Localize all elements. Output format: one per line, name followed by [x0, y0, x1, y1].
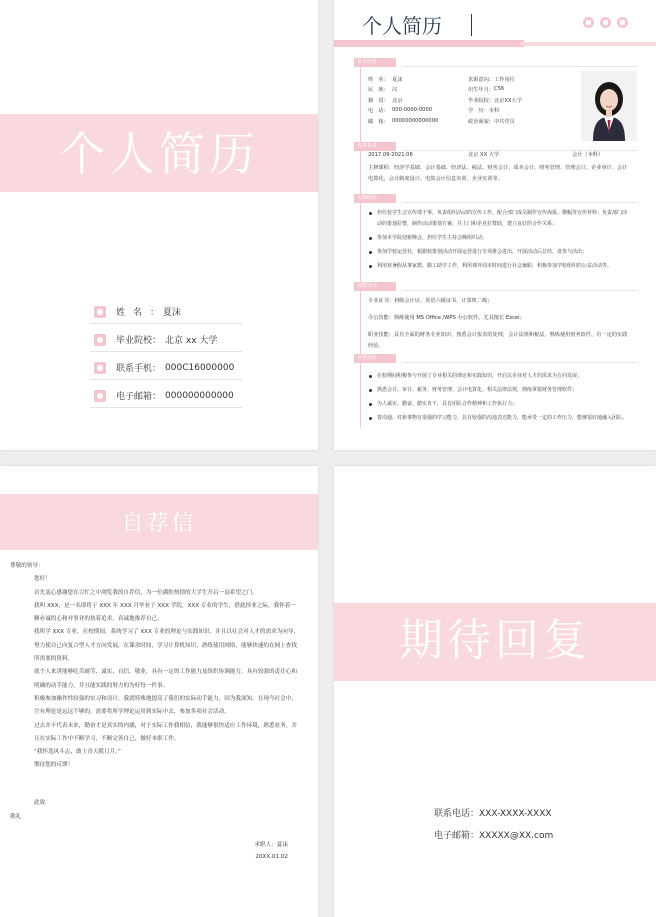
edu-period: 2017.09-2021.06 [368, 152, 413, 158]
school-icon [94, 334, 106, 346]
letter-quote: “我怀选风斗志，敢上青天揽日月。” [34, 749, 121, 756]
contact-email [434, 828, 553, 841]
section-tag: 技能证书 [354, 282, 396, 291]
cover-field-phone: 联系手机 ： 000C16000000 [90, 356, 242, 380]
letter-hello: 您好！ [34, 576, 51, 583]
edu-school: 北京 XX 大学 [468, 152, 500, 158]
cover-field-value: 北京 xx 大学 [165, 336, 218, 346]
objective-value: 工作岗位 [493, 76, 515, 83]
section-header-experience [354, 194, 638, 204]
letter-paragraph: 过去并不代表未来，勤奋才是真实的内涵，对于实际工作我相信，我能够很快适应工作环境，熟悉业务，并且在实际工作中不断学习，不断完善自己，做好本职工作。 [34, 722, 297, 742]
letter-signer: 求职人：夏沫 [254, 842, 288, 848]
cover-field-label: 姓名 [116, 308, 151, 318]
education-row [368, 150, 638, 161]
cover-page [0, 0, 318, 450]
letter-body [10, 560, 300, 773]
letter-paragraph: 就个人来讲能够吃苦耐劳、诚实、自信、敬业，具有一定的工作能力及组织协调能力，具有较强的责任心和明确的动手能力，并且能实践的努力的为好每一件事。 [34, 669, 297, 689]
list-item: 利用寒暑假从事家教、勤工助学工作，利用课外周末时间进行社会兼职，积极参加学校组织的公益活动等。 [368, 261, 630, 272]
phone-value: 000-0000-0000 [392, 107, 433, 114]
skills-block [368, 296, 632, 352]
cover-field-value: 000C16000000 [165, 362, 235, 373]
profile-photo [581, 71, 637, 141]
email-value: 00000000000000 [392, 117, 439, 124]
courses-text: 主修课程：经济学基础、会计基础、经济法、税法、财务会计、成本会计、财务管理、管理会计、企业审计、会计电算化、会计制度设计、电算会计信息实训、企业实训等。 [368, 165, 628, 182]
school-value: 北京XX大学 [493, 97, 522, 104]
list-item: 在校期间积极参与开展了专业相关的理论和实践知识，开启以企业对人才的需求为方向发展； [368, 371, 630, 382]
cover-field-email: 电子邮箱 ： 000000000000 [90, 384, 242, 408]
letter-title: 自荐信 [121, 511, 197, 536]
resume-title: 个人简历 [362, 14, 442, 38]
section-tag: 教育背景 [354, 142, 396, 151]
section-tag: 基本信息 [354, 58, 396, 67]
name-value: 夏沫 [392, 76, 403, 83]
ethnicity-value: 汉 [392, 87, 398, 94]
contact-phone-label: 联系电话： [434, 809, 480, 819]
section-header-evaluation [354, 354, 638, 364]
letter-paragraph: 我所学 XXX 专业，在校期间，系统学习了 XXX 专业的理论与实践知识，并且以社会对人才的需求为向导，努力使自己向复合型人才方向发展，在课余时间，学习计算机知识，熟练使用网络，能够快速的在网上查找所需要的资料。 [34, 629, 300, 663]
list-item: 参加本学院迎新晚会，担任学生主持会晚组织动； [368, 233, 630, 244]
cover-field-name: 姓名 ： 夏沫 [90, 300, 242, 324]
edu-major: 会计（本科） [572, 152, 604, 158]
cover-field-label: 电子邮箱 [116, 392, 153, 402]
evaluation-list [368, 371, 630, 427]
person-icon [94, 306, 106, 318]
contact-email-value: XXXXX@XX.com [479, 831, 554, 841]
letter-paragraph: 期待您的反馈！ [34, 762, 74, 769]
degree-value: 本科 [488, 108, 500, 115]
cover-field-label: 联系手机 [116, 364, 153, 374]
basic-info: 姓 名： 夏沫 求职意向： 工作岗位 民 族： 汉 出生年月： C56 籍 贯： 北京 毕业院校： 北京XX大学 电 话： 000-0000-0000 学 历： 本科 邮 箱： 00000000000000 政治面貌： 中共党员 [368, 76, 522, 125]
section-header-basic [354, 58, 638, 68]
closing-page [334, 466, 656, 917]
cover-field-label: 毕业院校 [116, 336, 153, 346]
resume-page [334, 0, 656, 450]
contact-phone-value: XXX-XXXX-XXXX [479, 809, 552, 819]
cover-info-list [90, 300, 242, 412]
timeline-line [360, 58, 361, 428]
letter-closing-1: 此致 [34, 800, 46, 806]
skill-line: 办公技能：熟练使用 MS Office /WPS 办公软件，尤其擅长 Excel； [368, 315, 525, 321]
cover-title: 个人简历 [59, 127, 259, 181]
phone-icon [617, 17, 628, 28]
political-value: 中共党员 [493, 118, 515, 125]
person-icon [583, 17, 594, 28]
section-tag: 自我评价 [354, 354, 396, 363]
letter-date: 20XX.01.02 [255, 854, 288, 860]
closing-title: 期待回复 [399, 615, 591, 666]
letter-paragraph: 积极参加操作性较强的实习和设计，我就特殊地提高了我们的实际动手能力，因为我深知，在现今社会中，空有理论是远远不够的，需要将所学理论运用到实际中去，参加多项社会活动。 [34, 695, 297, 716]
title-divider [471, 14, 472, 36]
letter-paragraph: 我叫 XXX，是一名即将于 XXX 年 XXX 月毕业于 XXX 学院，XXX 专业的学生，借此择业之际，我怀着一颗赤诚的心和对事业的执着追求，真诚地推荐自己。 [34, 602, 296, 623]
list-item: 担任校学生会宣传部干事，负责组织活动的宣传工作。配合部门成员制作宣传海报、横幅等宣传材料；负责部门活动的策划拉赞，制作活动策划方案，并上门和企业拉赞助，建立良好的合作关系； [368, 208, 630, 230]
list-item: 为人诚实、勤奋、踏实肯干，具有团队合作精神和工作执行力； [368, 399, 630, 410]
birth-value: C56 [493, 86, 505, 93]
cover-letter-page [0, 466, 318, 917]
skill-line: 专业证书：初级会计证、英语六级证书、计算机二级； [368, 298, 493, 304]
contact-phone [434, 806, 552, 819]
letter-greeting: 尊敬的领导： [10, 563, 44, 569]
experience-list [368, 208, 630, 275]
list-item: 熟悉会计、审计、税务、财务管理、会计电算化、相关法律法规，熟练掌握财务管理软件； [368, 385, 630, 396]
section-tag: 实践经验 [354, 194, 396, 203]
skill-line: 职业技能：具有全面的财务专业知识，熟悉会计报表的处理，会计法规和税法，熟练使用财务软件，有一定的实践经验。 [368, 332, 628, 349]
hometown-value: 北京 [392, 97, 403, 104]
letter-closing-2: 敬礼 [10, 814, 22, 820]
portrait-image [581, 71, 637, 141]
mail-icon [94, 390, 106, 402]
contact-email-label: 电子邮箱： [434, 831, 480, 841]
section-header-skills [354, 282, 638, 292]
header-bar-thin [520, 42, 656, 46]
cover-field-value: 000000000000 [165, 390, 234, 401]
list-item: 参加学校运营社，根据校策划活动开展运营进行专项推会进出，开展活动后总结，盘参与活出； [368, 247, 630, 258]
letter-paragraph: 首先衷心感谢您在百忙之中浏览我的自荐信，为一位满腔热情的大学生开启一扇希望之门。 [34, 589, 258, 596]
resume-top-icons [583, 17, 628, 28]
phone-icon [94, 362, 106, 374]
header-bar [334, 40, 524, 47]
mail-icon [600, 17, 611, 28]
cover-field-school: 毕业院校 ： 北京 xx 大学 [90, 328, 242, 352]
cover-field-value: 夏沫 [163, 308, 182, 318]
list-item: 善沟通、对新事物有很强的学习能力，具有较强的沟通表达能力，能承受一定的工作压力，能够很好地融入团队。 [368, 413, 630, 424]
